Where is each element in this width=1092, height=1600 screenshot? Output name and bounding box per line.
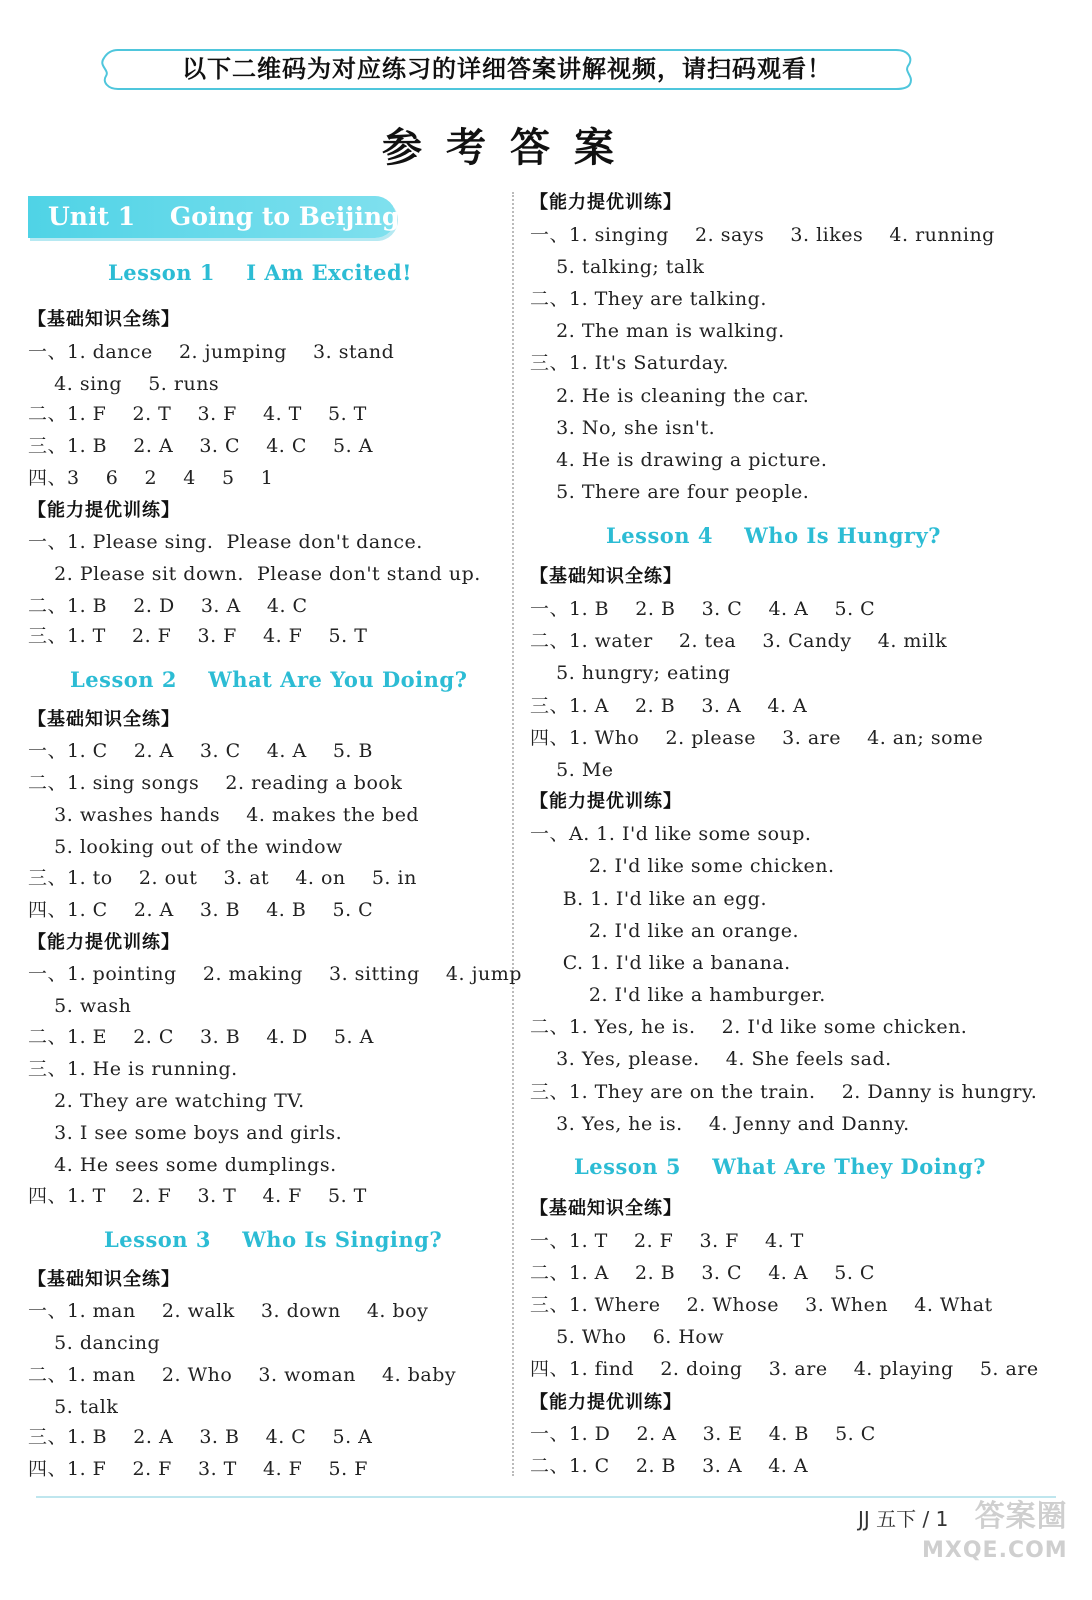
left-section-heading: 【基础知识全练】 xyxy=(28,309,180,330)
left-answer-line: 二、1. E 2. C 3. B 4. D 5. A xyxy=(28,1026,374,1048)
left-answer-line: 三、1. He is running. xyxy=(28,1058,238,1080)
left-answer-line: 四、1. F 2. F 3. T 4. F 5. F xyxy=(28,1458,368,1480)
left-answer-line: 一、1. Please sing. Please don't dance. xyxy=(28,531,423,553)
right-answer-line: 四、1. find 2. doing 3. are 4. playing 5. are xyxy=(530,1358,1039,1380)
footer-rule xyxy=(36,1496,1056,1498)
left-section-heading: 【基础知识全练】 xyxy=(28,709,180,730)
right-answer-line: 4. He is drawing a picture. xyxy=(530,449,828,471)
unit-label: Unit 1 Going to Beijing xyxy=(48,202,400,231)
right-answer-line: 2. The man is walking. xyxy=(530,320,785,342)
left-answer-line: 5. dancing xyxy=(28,1332,161,1354)
left-answer-line: 2. Please sit down. Please don't stand up. xyxy=(28,563,481,585)
column-divider xyxy=(512,192,514,1476)
left-section-heading: 【基础知识全练】 xyxy=(28,1269,180,1290)
left-answer-line: 5. looking out of the window xyxy=(28,836,343,858)
left-answer-line: 二、1. F 2. T 3. F 4. T 5. T xyxy=(28,403,367,425)
left-answer-line: 三、1. to 2. out 3. at 4. on 5. in xyxy=(28,867,417,889)
right-answer-line: 5. There are four people. xyxy=(530,481,810,503)
right-lesson-heading: Lesson 5 What Are They Doing? xyxy=(574,1154,986,1179)
right-answer-line: 二、1. A 2. B 3. C 4. A 5. C xyxy=(530,1262,875,1284)
left-answer-line: 一、1. C 2. A 3. C 4. A 5. B xyxy=(28,740,373,762)
page-label: JJ 五下 / 1 xyxy=(858,1507,949,1531)
left-section-heading: 【能力提优训练】 xyxy=(28,932,180,953)
left-answer-line: 二、1. man 2. Who 3. woman 4. baby xyxy=(28,1364,457,1386)
unit-heading xyxy=(28,196,400,238)
left-lesson-heading: Lesson 2 What Are You Doing? xyxy=(70,667,468,692)
watermark xyxy=(922,1500,1068,1568)
left-answer-line: 3. I see some boys and girls. xyxy=(28,1122,343,1144)
right-answer-line: 二、1. They are talking. xyxy=(530,288,767,310)
left-answer-line: 二、1. B 2. D 3. A 4. C xyxy=(28,595,308,617)
right-lesson-heading: Lesson 4 Who Is Hungry? xyxy=(606,523,941,548)
right-section-heading: 【基础知识全练】 xyxy=(530,566,682,587)
right-answer-line: 一、1. B 2. B 3. C 4. A 5. C xyxy=(530,598,876,620)
right-answer-line: 3. Yes, he is. 4. Jenny and Danny. xyxy=(530,1113,910,1135)
left-answer-line: 5. wash xyxy=(28,995,132,1017)
left-answer-line: 四、3 6 2 4 5 1 xyxy=(28,467,274,489)
notice-banner xyxy=(96,46,918,92)
banner-text: 以下二维码为对应练习的详细答案讲解视频，请扫码观看！ xyxy=(182,55,832,83)
left-answer-line: 三、1. B 2. A 3. C 4. C 5. A xyxy=(28,435,373,457)
right-answer-line: C. 1. I'd like a banana. xyxy=(530,952,791,974)
right-answer-line: 一、1. singing 2. says 3. likes 4. running xyxy=(530,224,995,246)
page-title: 参考答案 xyxy=(382,125,638,171)
right-answer-line: 2. He is cleaning the car. xyxy=(530,385,810,407)
left-section-heading: 【能力提优训练】 xyxy=(28,500,180,521)
right-answer-line: 二、1. Yes, he is. 2. I'd like some chicken. xyxy=(530,1016,968,1038)
left-answer-line: 5. talk xyxy=(28,1396,119,1418)
left-answer-line: 一、1. pointing 2. making 3. sitting 4. jump xyxy=(28,963,522,985)
left-answer-line: 一、1. man 2. walk 3. down 4. boy xyxy=(28,1300,429,1322)
right-answer-line: 3. Yes, please. 4. She feels sad. xyxy=(530,1048,892,1070)
right-answer-line: 三、1. They are on the train. 2. Danny is hungry. xyxy=(530,1081,1038,1103)
right-answer-line: 2. I'd like a hamburger. xyxy=(530,984,826,1006)
right-answer-line: 一、1. T 2. F 3. F 4. T xyxy=(530,1230,804,1252)
right-answer-line: 5. talking; talk xyxy=(530,256,705,278)
right-answer-line: 2. I'd like some chicken. xyxy=(530,855,835,877)
right-answer-line: 一、1. D 2. A 3. E 4. B 5. C xyxy=(530,1423,876,1445)
right-answer-line: 一、A. 1. I'd like some soup. xyxy=(530,823,812,845)
left-answer-line: 三、1. T 2. F 3. F 4. F 5. T xyxy=(28,625,368,647)
right-answer-line: 三、1. Where 2. Whose 3. When 4. What xyxy=(530,1294,993,1316)
left-lesson-heading: Lesson 3 Who Is Singing? xyxy=(104,1227,443,1252)
watermark-url: MXQE.COM xyxy=(922,1538,1068,1563)
left-answer-line: 二、1. sing songs 2. reading a book xyxy=(28,772,403,794)
right-answer-line: B. 1. I'd like an egg. xyxy=(530,888,768,910)
left-lesson-heading: Lesson 1 I Am Excited! xyxy=(108,260,412,285)
left-answer-line: 2. They are watching TV. xyxy=(28,1090,305,1112)
watermark-logo: 答案圈 xyxy=(974,1499,1068,1534)
left-answer-line: 4. He sees some dumplings. xyxy=(28,1154,337,1176)
right-answer-line: 二、1. water 2. tea 3. Candy 4. milk xyxy=(530,630,948,652)
right-section-heading: 【能力提优训练】 xyxy=(530,192,682,213)
right-answer-line: 四、1. Who 2. please 3. are 4. an; some xyxy=(530,727,984,749)
right-answer-line: 三、1. A 2. B 3. A 4. A xyxy=(530,695,808,717)
right-answer-line: 5. Who 6. How xyxy=(530,1326,725,1348)
right-answer-line: 5. hungry; eating xyxy=(530,662,731,684)
left-answer-line: 3. washes hands 4. makes the bed xyxy=(28,804,420,826)
right-answer-line: 二、1. C 2. B 3. A 4. A xyxy=(530,1455,809,1477)
right-section-heading: 【能力提优训练】 xyxy=(530,791,682,812)
right-answer-line: 2. I'd like an orange. xyxy=(530,920,800,942)
left-answer-line: 四、1. C 2. A 3. B 4. B 5. C xyxy=(28,899,374,921)
left-answer-line: 4. sing 5. runs xyxy=(28,373,220,395)
left-answer-line: 三、1. B 2. A 3. B 4. C 5. A xyxy=(28,1426,373,1448)
right-answer-line: 三、1. It's Saturday. xyxy=(530,352,729,374)
right-answer-line: 5. Me xyxy=(530,759,614,781)
right-section-heading: 【能力提优训练】 xyxy=(530,1392,682,1413)
right-answer-line: 3. No, she isn't. xyxy=(530,417,716,439)
left-answer-line: 四、1. T 2. F 3. T 4. F 5. T xyxy=(28,1185,367,1207)
right-section-heading: 【基础知识全练】 xyxy=(530,1198,682,1219)
left-answer-line: 一、1. dance 2. jumping 3. stand xyxy=(28,341,395,363)
